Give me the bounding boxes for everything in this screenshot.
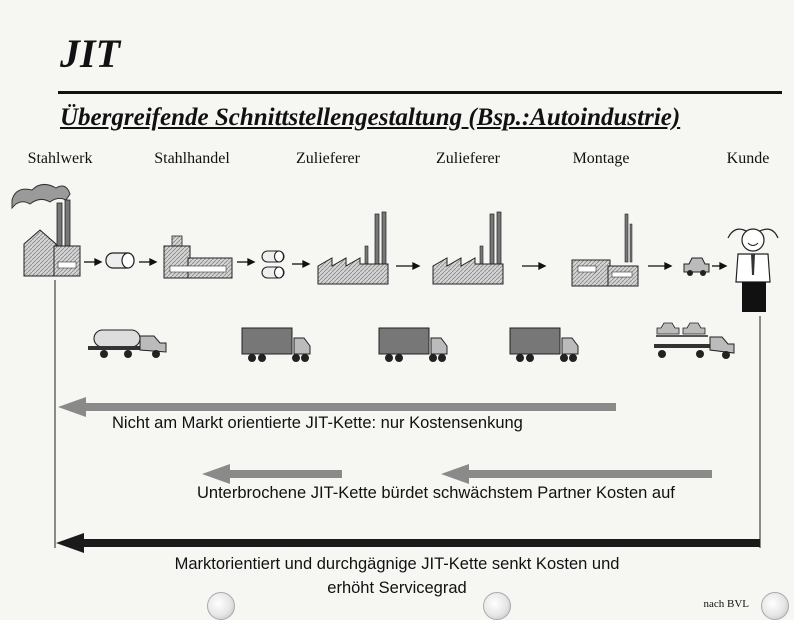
box-truck-icon-2 <box>379 328 447 362</box>
steel-coils-icon <box>262 251 284 278</box>
stage-label-stahlwerk: Stahlwerk <box>27 150 93 167</box>
stage-label-zulieferer-1: Zulieferer <box>296 150 360 167</box>
chain-caption-market-oriented-line1: Marktorientiert und durchgägnige JIT-Kette senkt Kosten und <box>174 555 620 573</box>
supplier-factory-icon-1 <box>318 212 388 284</box>
box-truck-icon-3 <box>510 328 578 362</box>
box-truck-icon-1 <box>242 328 310 362</box>
chain-caption-market-oriented-line2: erhöht Servicegrad <box>327 579 467 597</box>
assembly-plant-icon <box>572 214 638 286</box>
page-subtitle: Übergreifende Schnittstellengestaltung (Bsp.:Autoindustrie) <box>60 104 681 131</box>
car-transporter-icon <box>654 323 734 359</box>
chain-arrow-interrupted-left <box>202 464 342 484</box>
stage-label-montage: Montage <box>572 150 630 167</box>
steel-coil-icon <box>106 253 134 268</box>
punch-hole-right <box>761 592 789 620</box>
chain-caption-interrupted: Unterbrochene JIT-Kette bürdet schwächstem Partner Kosten auf <box>197 484 675 502</box>
steel-mill-icon <box>12 184 80 276</box>
chain-arrow-market-oriented <box>56 533 760 553</box>
stage-label-stahlhandel: Stahlhandel <box>154 150 230 167</box>
customer-figure-icon <box>728 229 778 312</box>
punch-hole-left <box>207 592 235 620</box>
tanker-truck-icon <box>88 330 166 358</box>
page-title: JIT <box>60 31 120 76</box>
supplier-factory-icon-2 <box>433 212 503 284</box>
stage-label-zulieferer-2: Zulieferer <box>436 150 500 167</box>
chain-caption-market-oriented <box>0 552 794 600</box>
punch-hole-middle <box>483 592 511 620</box>
stage-label-kunde: Kunde <box>726 150 770 167</box>
chain-caption-cost-only: Nicht am Markt orientierte JIT-Kette: nur Kostensenkung <box>112 414 523 432</box>
car-icon <box>684 258 709 276</box>
steel-warehouse-icon <box>164 236 232 278</box>
source-note: nach BVL <box>703 598 749 610</box>
chain-arrow-interrupted-right <box>441 464 712 484</box>
